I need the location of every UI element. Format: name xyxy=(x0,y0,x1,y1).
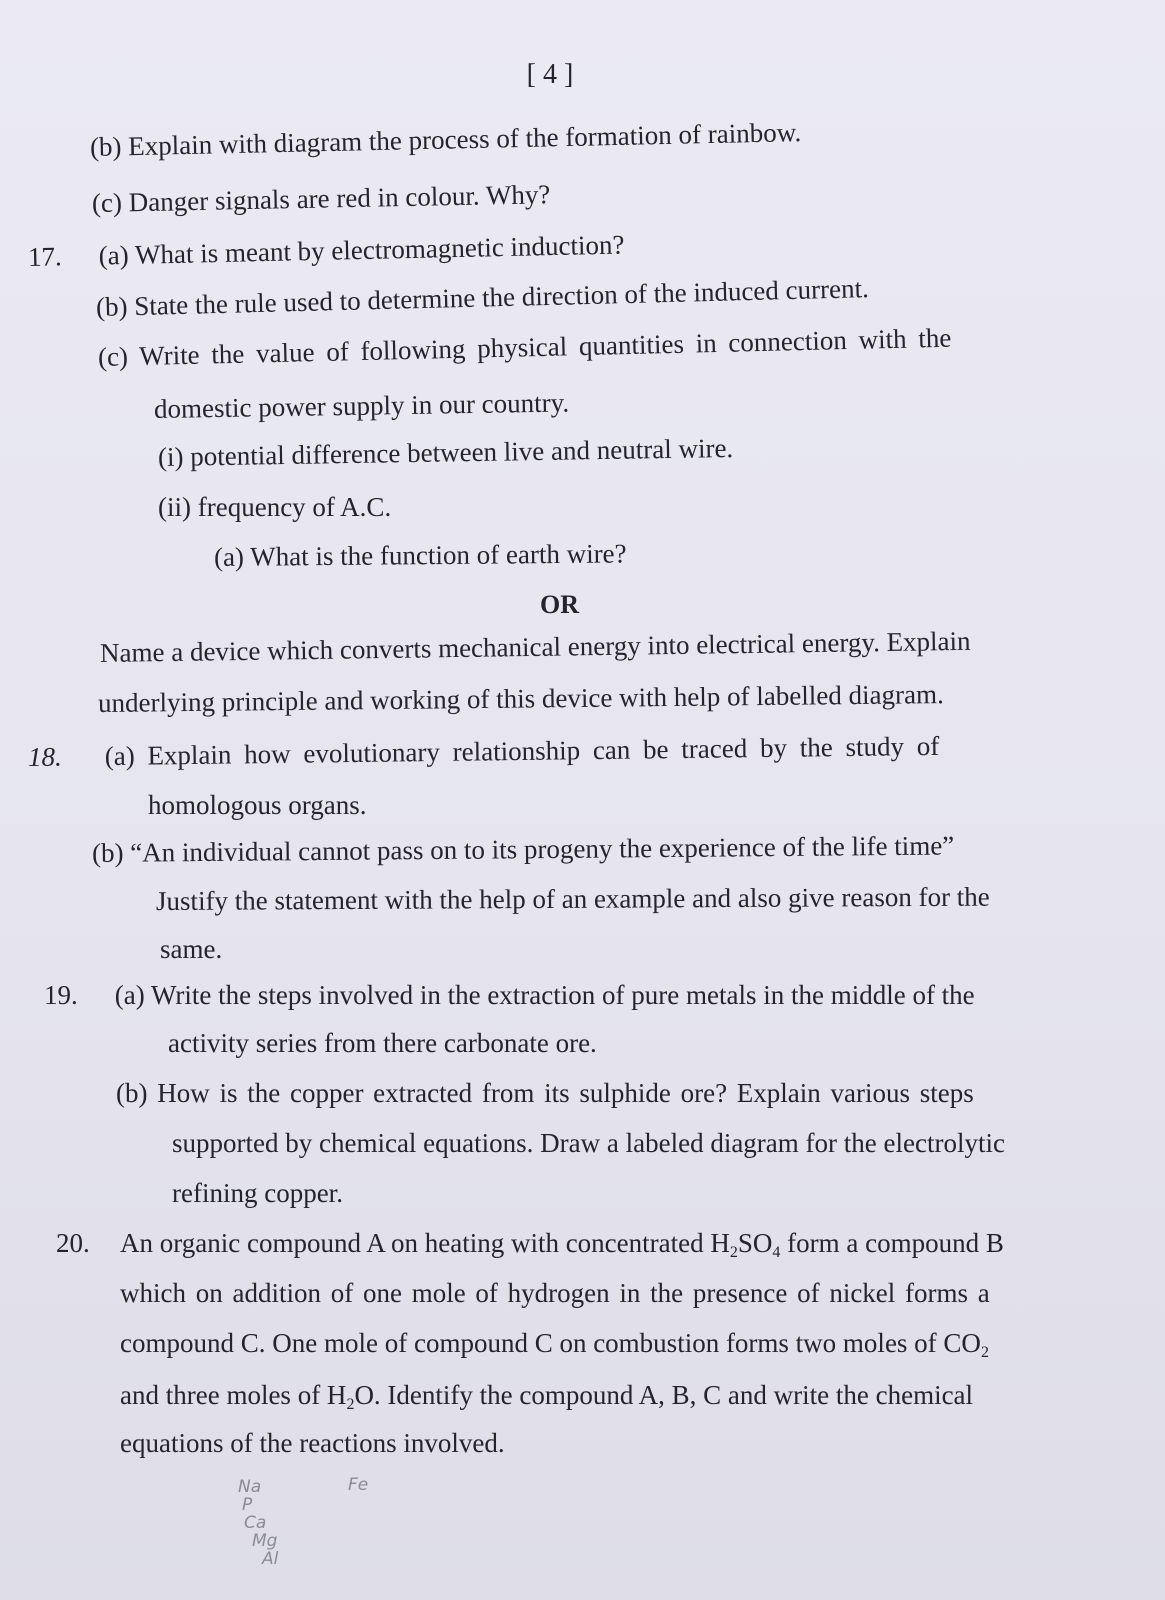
q16-part-c xyxy=(92,177,551,220)
q18-a-label: (a) xyxy=(104,740,135,772)
q17-alt-line1: Name a device which converts mechanical energy into electrical energy. Explain xyxy=(99,625,971,668)
handwritten-note-5: Al xyxy=(262,1549,279,1569)
q17-i-text: potential difference between live and neutral wire. xyxy=(189,432,734,472)
q19-a-text-2: activity series from there carbonate ore. xyxy=(168,1028,597,1058)
q18-number: 18. xyxy=(27,741,62,772)
q16-b-label: (b) xyxy=(89,131,122,162)
q20-line3 xyxy=(120,1326,989,1360)
q18-b-text-2: Justify the statement with the help of an example and also give reason for the xyxy=(155,881,990,916)
q19-b-text-2: supported by chemical equations. Draw a labeled diagram for the electrolytic xyxy=(172,1128,1005,1158)
q20-l3-pre: compound C. One mole of compound C on combustion forms two moles of CO xyxy=(120,1328,981,1358)
q17-part-c-i xyxy=(158,431,734,474)
q20-l4-sub: 2 xyxy=(346,1396,355,1413)
q19-a-label: (a) xyxy=(114,980,145,1010)
q20-l1-sub2: 4 xyxy=(772,1244,781,1261)
q17-part-b xyxy=(96,271,870,324)
q17-part-c-line1 xyxy=(98,321,952,374)
q20-l1-pre: An organic compound A on heating with concentrated H xyxy=(120,1228,730,1258)
q18-a-text-1: Explain how evolutionary relationship can be traced by the study of xyxy=(147,730,940,771)
q19-b-text-3: refining copper. xyxy=(172,1178,343,1208)
q16-c-text: Danger signals are red in colour. Why? xyxy=(128,179,551,218)
q20-line4 xyxy=(120,1378,973,1412)
q17-d-text: What is the function of earth wire? xyxy=(250,538,627,572)
q20-l1-post: form a compound B xyxy=(780,1228,1004,1258)
q19-a-text-1: Write the steps involved in the extraction of pure metals in the middle of the xyxy=(150,980,975,1010)
q17-part-d xyxy=(214,536,627,574)
q18-b-label: (b) xyxy=(91,837,124,868)
q16-part-b xyxy=(90,115,802,164)
handwritten-note-3: Ca xyxy=(244,1513,267,1533)
q20-line1 xyxy=(56,1226,1004,1260)
q17-b-text: State the rule used to determine the direction of the induced current. xyxy=(133,273,870,322)
q19-number: 19. xyxy=(44,980,78,1010)
q16-b-text: Explain with diagram the process of the formation of rainbow. xyxy=(127,117,802,162)
q20-l4-pre: and three moles of H xyxy=(120,1380,347,1410)
q17-i-label: (i) xyxy=(157,441,184,472)
q20-line5: equations of the reactions involved. xyxy=(120,1428,505,1458)
q18-part-b xyxy=(92,828,955,870)
q17-b-label: (b) xyxy=(95,291,128,322)
q19-b-text-1: How is the copper extracted from its sulphide ore? Explain various steps xyxy=(157,1078,974,1108)
q19-b-label: (b) xyxy=(116,1078,148,1108)
handwritten-note-fe: Fe xyxy=(348,1475,369,1495)
q17-c-label: (c) xyxy=(97,341,129,372)
q18-part-a xyxy=(28,729,940,774)
q18-a-text-2: homologous organs. xyxy=(148,790,367,820)
q17-c-text-1: Write the value of following physical quantities in connection with the xyxy=(138,322,952,372)
handwritten-note-4: Mg xyxy=(252,1531,278,1551)
q20-l3-sub: 2 xyxy=(980,1344,989,1361)
q17-a-text: What is meant by electromagnetic induction? xyxy=(134,229,625,270)
q17-c-text-2: domestic power supply in our country. xyxy=(153,387,570,424)
q17-a-label: (a) xyxy=(98,239,130,271)
q20-l4-post: O. Identify the compound A, B, C and write the chemical xyxy=(354,1380,974,1410)
q17-alt-line2: underlying principle and working of this device with help of labelled diagram. xyxy=(97,679,944,718)
q17-ii-label: (ii) xyxy=(158,492,191,522)
q20-l1-sub1: 2 xyxy=(729,1244,738,1261)
or-separator: OR xyxy=(540,590,579,619)
q20-line2: which on addition of one mole of hydrogen in the presence of nickel forms a xyxy=(120,1278,990,1308)
handwritten-note-2: P xyxy=(242,1495,253,1515)
q17-d-label: (a) xyxy=(213,541,245,572)
q20-l1-mid: SO xyxy=(737,1228,773,1258)
q17-part-c-ii xyxy=(158,490,391,524)
q17-part-a xyxy=(28,228,625,274)
q19-part-b xyxy=(116,1076,974,1110)
q18-b-text-3: same. xyxy=(160,934,223,964)
q19-part-a xyxy=(44,978,975,1012)
page-number: [ 4 ] xyxy=(526,59,574,90)
q20-number: 20. xyxy=(56,1228,90,1258)
q16-c-label: (c) xyxy=(91,187,123,218)
q17-ii-text: frequency of A.C. xyxy=(197,492,392,522)
q17-number: 17. xyxy=(27,241,63,272)
q18-b-text-1: “An individual cannot pass on to its progeny the experience of the life time” xyxy=(130,830,955,868)
handwritten-note-1: Na xyxy=(238,1477,262,1497)
